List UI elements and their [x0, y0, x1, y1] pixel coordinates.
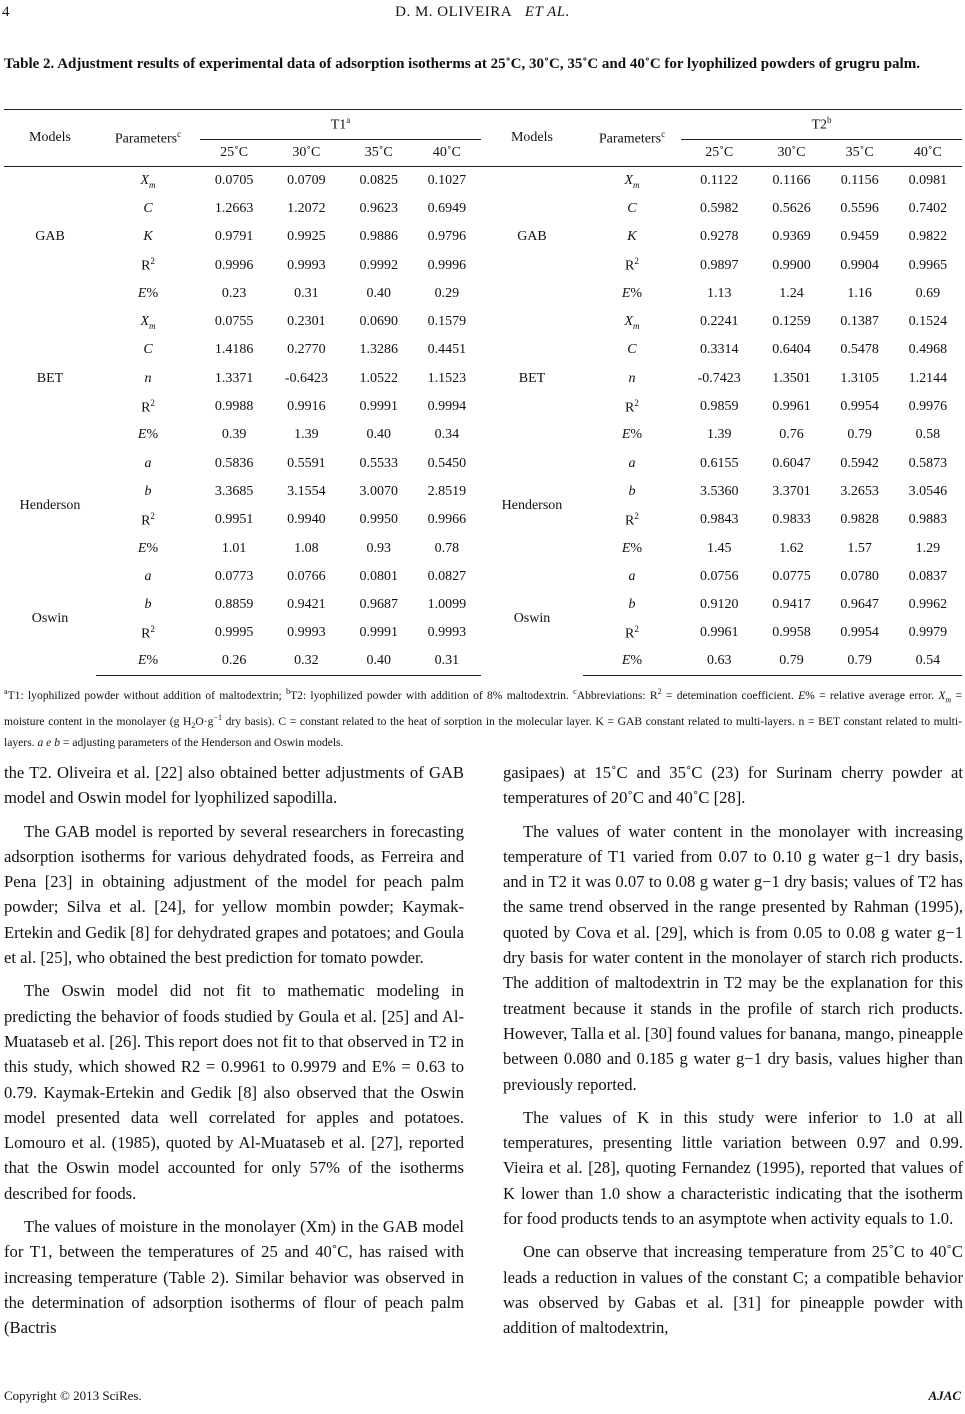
value-cell: 0.9904 [840, 257, 879, 273]
table-row [4, 449, 962, 477]
value-cell: 1.0099 [427, 597, 467, 613]
copyright: Copyright © 2013 SciRes. [4, 1388, 142, 1403]
value-cell: 0.9417 [772, 597, 811, 613]
value-cell: 0.40 [366, 427, 391, 443]
value-cell: 0.9993 [427, 625, 467, 641]
value-cell: 0.4451 [427, 342, 467, 358]
value-cell: 0.9278 [699, 229, 739, 245]
value-cell: 0.0773 [214, 568, 254, 584]
table-caption: Table 2. Adjustment results of experimental data of adsorption isotherms at 25˚C, 30˚C, 35˚C and 40˚C for lyophilized powders of grugru palm. [4, 56, 920, 72]
value-cell: 0.5450 [427, 455, 467, 471]
table-row [4, 308, 962, 336]
value-cell: 0.1122 [700, 172, 739, 188]
parameter-cell: C [143, 342, 153, 358]
value-cell: 0.0775 [772, 568, 811, 584]
value-cell: 1.2072 [287, 200, 326, 216]
value-cell: 0.4968 [908, 342, 948, 358]
value-cell: 0.76 [779, 427, 804, 443]
value-cell: 0.9996 [427, 257, 467, 273]
value-cell: 1.16 [847, 285, 872, 301]
value-cell: 1.2663 [214, 200, 254, 216]
author-names: D. M. OLIVEIRA [395, 4, 513, 20]
value-cell: 3.3701 [772, 483, 811, 499]
value-cell: 0.9791 [214, 229, 254, 245]
value-cell: 0.0981 [908, 172, 948, 188]
value-cell: 0.9976 [908, 399, 948, 415]
value-cell: 2.8519 [427, 483, 467, 499]
value-cell: 1.3105 [840, 370, 879, 386]
value-cell: 1.1523 [427, 370, 467, 386]
parameter-cell: $R^2$ [141, 256, 155, 274]
value-cell: 0.79 [826, 648, 894, 676]
value-cell: 0.5982 [699, 200, 739, 216]
header-models-t2: Models [510, 130, 553, 145]
value-cell: 0.9966 [427, 512, 467, 528]
value-cell: 0.1156 [840, 172, 879, 188]
value-cell: 0.0837 [908, 568, 948, 584]
value-cell: 0.9992 [359, 257, 398, 273]
paragraph: The GAB model is reported by several researchers in forecasting adsorption isotherms for various dehydrated foods, as Ferreira and Pena [23] in obtaining adjustment of the model for peach palm powder; Silva et al. [24], for yellow mombin powder; Kaymak-Ertekin and Gedik [8] for dehydrated grapes and potatoes; and Goula et al. [25], who obtained the best prediction for tomato powder. [4, 821, 464, 968]
value-cell: 0.6404 [772, 342, 811, 358]
value-cell: 0.9961 [699, 625, 739, 641]
value-cell: 0.1524 [908, 314, 948, 330]
value-cell: 0.9883 [908, 512, 948, 528]
parameter-cell: n [144, 370, 152, 386]
parameter-cell: a [144, 568, 152, 584]
value-cell: 1.39 [706, 427, 732, 443]
parameter-cell: E% [621, 427, 643, 443]
value-cell: 3.1554 [287, 483, 326, 499]
value-cell: 0.1579 [427, 314, 467, 330]
value-cell: 1.2144 [908, 370, 948, 386]
value-cell: 1.4186 [214, 342, 254, 358]
value-cell: 0.1027 [427, 172, 467, 188]
parameter-cell: $R^2$ [625, 397, 639, 416]
value-cell: -0.7423 [697, 370, 741, 386]
value-cell: 1.3501 [772, 370, 811, 386]
parameter-cell: E% [96, 648, 200, 676]
value-cell: 0.9996 [214, 257, 254, 273]
model-name-cell: BET [518, 370, 546, 386]
value-cell: 0.5533 [359, 455, 398, 471]
value-cell: 0.26 [200, 648, 268, 676]
value-cell: 0.9900 [772, 257, 811, 273]
value-cell: 0.5596 [840, 200, 879, 216]
running-head-authors [0, 4, 965, 21]
parameter-cell: $X_m$ [140, 313, 156, 331]
value-cell: 1.0522 [359, 370, 398, 386]
value-cell: 0.0709 [287, 172, 326, 188]
table-row [4, 167, 962, 195]
body-column-right [503, 760, 963, 1349]
value-cell: 0.9859 [699, 399, 739, 415]
model-name-cell: BET [36, 370, 64, 386]
value-cell: 0.9951 [214, 512, 254, 528]
value-cell: 0.0755 [214, 314, 254, 330]
value-cell: 0.9687 [359, 597, 398, 613]
parameter-cell: a [628, 568, 636, 584]
parameter-cell: E% [621, 285, 643, 301]
value-cell: 0.29 [434, 285, 460, 301]
parameter-cell: $X_m$ [140, 172, 156, 190]
value-cell: 0.9916 [287, 399, 326, 415]
paragraph: One can observe that increasing temperature from 25˚C to 40˚C leads a reduction in values of the constant C; a compatible behavior was observed by Gabas et al. [31] for pineapple powder with addition of maltodextrin, [503, 1242, 963, 1338]
value-cell: 1.01 [221, 540, 247, 556]
table-footnote: $^a$T1: lyophilized powder without addition of maltodextrin; $^b$T2: lyophilized powder with addition of 8% maltodextrin. $^c$Abbreviations: $R^2$ = detemination coefficient. E% = relative average error. $X_m$ = moisture content in the monolayer (g $H_2O\cdot g^{-1}$ dry basis). C = constant related to the heat of sorption in the molecular layer. K = GAB constant related to multi-layers. n = BET constant related to multi-layers. a e b = adjusting parameters of the Henderson and Oswin models. [4, 687, 962, 750]
parameter-cell: E% [137, 540, 159, 556]
value-cell: 1.57 [847, 540, 872, 556]
value-cell: 0.9897 [699, 257, 739, 273]
value-cell: 0.2770 [287, 342, 326, 358]
value-cell: 0.31 [294, 285, 319, 301]
parameter-cell: b [144, 597, 152, 613]
value-cell: 0.9886 [359, 229, 398, 245]
table-body [4, 167, 962, 676]
value-cell: 0.9925 [287, 229, 326, 245]
value-cell: 1.3286 [359, 342, 398, 358]
value-cell: 0.9623 [359, 200, 398, 216]
paragraph: The values of moisture in the monolayer (Xm) in the GAB model for T1, between the temperatures of 25 and 40˚C, has raised with increasing temperature (Table 2). Similar behavior was observed in the determination of adsorption isotherms of flour of peach palm (Bactris [4, 1217, 464, 1338]
paragraph: The values of K in this study were inferior to 1.0 at all temperatures, presenting little variation between 0.97 and 0.99. Vieira et al. [28], quoting Fernandez (1995), reported that values of K lower than 1.0 show a characteristic indicating that the isotherm for food products tends to an asymptote when activity equals to 1.0. [503, 1107, 963, 1229]
t2-temp-35: 35˚C [845, 145, 874, 160]
value-cell: 0.9988 [214, 399, 254, 415]
value-cell: 0.2241 [699, 314, 739, 330]
value-cell: 0.39 [221, 427, 247, 443]
model-name-cell: Henderson [19, 498, 81, 514]
value-cell: 0.6047 [772, 455, 811, 471]
model-name-cell: GAB [35, 229, 65, 245]
value-cell: 0.9961 [772, 399, 811, 415]
adjustment-table [4, 109, 962, 676]
paragraph: the T2. Oliveira et al. [22] also obtained better adjustments of GAB model and Oswin model for lyophilized sapodilla. [4, 763, 464, 808]
value-cell: 0.54 [894, 648, 962, 676]
parameter-cell: b [628, 597, 636, 613]
value-cell: 0.31 [413, 648, 481, 676]
value-cell: 0.0801 [359, 568, 398, 584]
value-cell: 0.0827 [427, 568, 467, 584]
value-cell: 0.5591 [287, 455, 326, 471]
t1-temp-30: 30˚C [292, 145, 321, 160]
header-t2: T2$^b$ [681, 110, 962, 140]
value-cell: 0.9954 [840, 399, 879, 415]
model-name-cell: Oswin [513, 611, 551, 627]
t2-temp-40: 40˚C [913, 145, 942, 160]
paragraph: The values of water content in the monolayer with increasing temperature of T1 varied from 0.07 to 0.10 g water g−1 dry basis, and in T2 it was 0.07 to 0.08 g water g−1 dry basis; values of T2 has the same trend observed in the range presented by Rahman (1995), quoted by Cova et al. [29], which is from 0.05 to 0.08 g water g−1 dry basis for water content in the monolayer of starch rich products. The addition of maltodextrin in T2 may be the explanation for this treatment because it stands in the profile of starch rich products. However, Talla et al. [30] found values for banana, mango, pineapple between 0.080 and 0.185 g water g−1 dry basis, values higher than previously reported. [503, 821, 963, 1094]
value-cell: 0.78 [434, 540, 460, 556]
value-cell: 0.9940 [287, 512, 326, 528]
parameter-cell: n [628, 370, 636, 386]
value-cell: 1.13 [706, 285, 732, 301]
value-cell: 0.69 [915, 285, 941, 301]
value-cell: 1.29 [915, 540, 941, 556]
header-parameters-t2: Parameters$^c$ [598, 128, 666, 147]
header-t1: T1$^a$ [200, 110, 481, 140]
parameter-cell: K [627, 229, 637, 245]
value-cell: 0.7402 [908, 200, 948, 216]
parameter-cell: b [144, 483, 152, 499]
parameter-cell: $R^2$ [625, 624, 639, 642]
value-cell: 1.45 [706, 540, 732, 556]
value-cell: 0.5626 [772, 200, 811, 216]
value-cell: 0.9965 [908, 257, 948, 273]
value-cell: 0.40 [366, 285, 391, 301]
parameter-cell: E% [583, 648, 681, 676]
page-number: 4 [2, 4, 10, 20]
header-parameters-t1: Parameters$^c$ [114, 128, 182, 147]
value-cell: 1.62 [779, 540, 804, 556]
value-cell: 0.0756 [699, 568, 739, 584]
value-cell: 0.9833 [772, 512, 811, 528]
value-cell: 0.9962 [908, 597, 948, 613]
running-head [0, 4, 965, 26]
value-cell: 0.9954 [840, 625, 879, 641]
parameter-cell: K [143, 229, 153, 245]
model-name-cell: GAB [517, 229, 547, 245]
value-cell: 0.9843 [699, 512, 739, 528]
value-cell: 0.3314 [699, 342, 739, 358]
value-cell: 0.9950 [359, 512, 398, 528]
value-cell: 0.34 [434, 427, 460, 443]
model-name-cell: Oswin [31, 611, 69, 627]
value-cell: 0.9991 [359, 625, 398, 641]
parameter-cell: $R^2$ [141, 510, 155, 529]
parameter-cell: C [627, 342, 637, 358]
value-cell: 0.9796 [427, 229, 467, 245]
value-cell: 0.9993 [287, 257, 326, 273]
value-cell: 0.5942 [840, 455, 879, 471]
value-cell: 0.9822 [908, 229, 948, 245]
value-cell: 0.1166 [772, 172, 811, 188]
value-cell: 0.5836 [214, 455, 254, 471]
value-cell: 0.0705 [214, 172, 254, 188]
t2-temp-25: 25˚C [705, 145, 734, 160]
value-cell: 1.3371 [214, 370, 254, 386]
value-cell: 0.1259 [772, 314, 811, 330]
t1-temp-40: 40˚C [432, 145, 461, 160]
t1-temp-35: 35˚C [364, 145, 393, 160]
value-cell: 0.9647 [840, 597, 879, 613]
parameter-cell: $R^2$ [141, 624, 155, 642]
value-cell: 0.0825 [359, 172, 398, 188]
value-cell: 3.3685 [214, 483, 254, 499]
value-cell: 3.2653 [840, 483, 879, 499]
value-cell: 0.58 [915, 427, 941, 443]
value-cell: 0.0780 [840, 568, 879, 584]
value-cell: 0.0766 [287, 568, 326, 584]
value-cell: 0.0690 [359, 314, 398, 330]
value-cell: 0.6155 [699, 455, 739, 471]
parameter-cell: a [144, 455, 152, 471]
value-cell: 0.6949 [427, 200, 467, 216]
parameter-cell: b [628, 483, 636, 499]
paragraph: The Oswin model did not fit to mathematic modeling in predicting the behavior of foods studied by Goula et al. [25] and Al-Muataseb et al. [26]. This report does not fit to that observed in T2 in this study, which showed R2 = 0.9961 to 0.9979 and E% = 0.63 to 0.79. Kaymak-Ertekin and Gedik [8] also observed that the Oswin model presented data well correlated for apples and potatoes. Lomouro et al. (1985), quoted by Al-Muataseb et al. [27], reported that the Oswin model accounted for only 57% of the isotherms described for foods. [4, 981, 464, 1203]
t2-temp-30: 30˚C [777, 145, 806, 160]
value-cell: 0.79 [847, 427, 872, 443]
value-cell: 0.9979 [908, 625, 948, 641]
value-cell: 0.8859 [214, 597, 254, 613]
model-name-cell: Henderson [501, 498, 563, 514]
value-cell: 0.5873 [908, 455, 948, 471]
value-cell: 0.79 [757, 648, 825, 676]
parameter-cell: $X_m$ [624, 313, 640, 331]
parameter-cell: E% [137, 285, 159, 301]
value-cell: 0.63 [681, 648, 757, 676]
value-cell: 1.08 [294, 540, 319, 556]
value-cell: 0.9459 [840, 229, 879, 245]
journal-abbrev: AJAC [928, 1388, 961, 1403]
parameter-cell: $R^2$ [625, 256, 639, 274]
parameter-cell: a [628, 455, 636, 471]
value-cell: 0.9958 [772, 625, 811, 641]
value-cell: 1.24 [779, 285, 804, 301]
value-cell: 0.40 [345, 648, 413, 676]
value-cell: 3.0546 [908, 483, 948, 499]
value-cell: -0.6423 [284, 370, 328, 386]
et-al: ET AL. [524, 4, 570, 20]
value-cell: 3.0070 [359, 483, 398, 499]
parameter-cell: C [627, 200, 637, 216]
page-footer [0, 1388, 965, 1408]
parameter-cell: E% [621, 540, 643, 556]
value-cell: 1.39 [294, 427, 319, 443]
value-cell: 0.9120 [699, 597, 739, 613]
header-models-t1: Models [29, 130, 71, 145]
value-cell: 0.23 [221, 285, 247, 301]
value-cell: 0.1387 [840, 314, 879, 330]
table-row [4, 563, 962, 591]
parameter-cell: E% [137, 427, 159, 443]
value-cell: 3.5360 [699, 483, 739, 499]
t1-temp-25: 25˚C [220, 145, 249, 160]
value-cell: 0.9994 [427, 399, 467, 415]
value-cell: 0.9991 [359, 399, 398, 415]
value-cell: 0.32 [268, 648, 344, 676]
parameter-cell: C [143, 200, 153, 216]
paragraph: gasipaes) at 15˚C and 35˚C (23) for Surinam cherry powder at temperatures of 20˚C and 40˚C [28]. [503, 763, 963, 808]
value-cell: 0.93 [366, 540, 391, 556]
body-column-left [4, 760, 464, 1349]
value-cell: 0.2301 [287, 314, 326, 330]
value-cell: 0.9369 [772, 229, 811, 245]
value-cell: 0.9421 [287, 597, 326, 613]
parameter-cell: $R^2$ [141, 397, 155, 416]
value-cell: 0.9993 [287, 625, 326, 641]
value-cell: 0.9828 [840, 512, 879, 528]
parameter-cell: $X_m$ [624, 172, 640, 190]
value-cell: 0.5478 [840, 342, 879, 358]
value-cell: 0.9995 [214, 625, 254, 641]
parameter-cell: $R^2$ [625, 510, 639, 529]
